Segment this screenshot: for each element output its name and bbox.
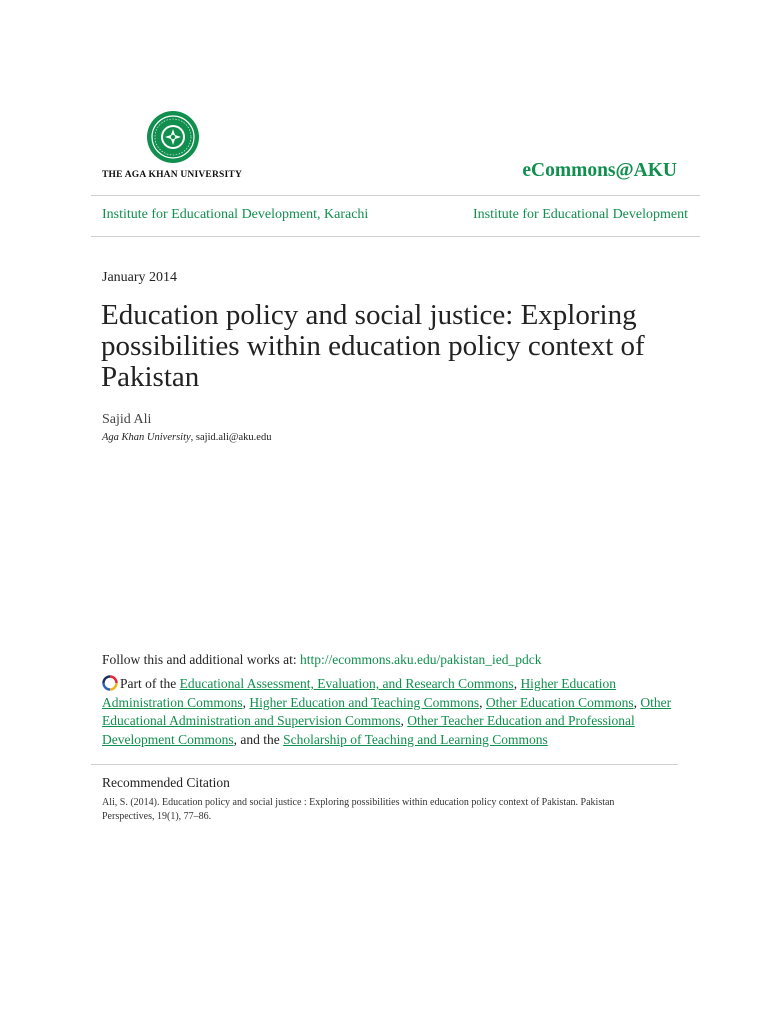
publication-date: January 2014 <box>102 270 178 285</box>
commons-separator: , <box>242 694 250 710</box>
aga-khan-university-seal-icon <box>146 110 200 164</box>
recommended-citation-text: Ali, S. (2014). Education policy and social justice : Exploring possibilities within education policy context of Pakistan. Pakistan Perspectives, 19(1), 77–86. <box>102 797 615 822</box>
author-name: Sajid Ali <box>102 412 152 427</box>
author-email: sajid.ali@aku.edu <box>195 432 272 443</box>
commons-link[interactable]: Scholarship of Teaching and Learning Commons <box>283 731 548 747</box>
commons-last-joiner: , and the <box>233 731 284 747</box>
article-title: Education policy and social justice: Exploring possibilities within education policy context of Pakistan <box>101 299 645 393</box>
follow-label: Follow this and additional works at: <box>102 652 300 667</box>
ecommons-brand-link[interactable]: eCommons@AKU <box>522 160 677 181</box>
part-of-prefix: Part of the <box>120 676 180 691</box>
affiliation-separator: , <box>190 432 196 443</box>
part-of-commons <box>102 675 672 749</box>
commons-link[interactable]: Other Education Commons <box>485 694 634 710</box>
university-logo <box>102 108 247 186</box>
divider <box>91 764 678 765</box>
collection-url-link[interactable]: http://ecommons.aku.edu/pakistan_ied_pdck <box>300 652 542 667</box>
commons-separator: , <box>513 676 521 691</box>
commons-separator: , <box>479 694 486 710</box>
bepress-network-icon <box>102 675 118 691</box>
institute-link-karachi[interactable]: Institute for Educational Development, Karachi <box>102 207 369 222</box>
institute-link[interactable]: Institute for Educational Development <box>473 207 688 222</box>
commons-link[interactable]: Other Teacher Education and Professional Development Commons <box>102 713 635 747</box>
commons-link[interactable]: Educational Assessment, Evaluation, and Research Commons <box>179 676 514 691</box>
commons-separator: , <box>633 694 641 710</box>
divider <box>91 236 700 237</box>
commons-link[interactable]: Higher Education Administration Commons <box>102 676 617 710</box>
author-affiliation <box>102 432 271 443</box>
recommended-citation-heading: Recommended Citation <box>102 775 230 790</box>
commons-link[interactable]: Higher Education and Teaching Commons <box>249 694 480 710</box>
affiliation-name: Aga Khan University <box>102 432 191 443</box>
divider <box>91 195 700 196</box>
logo-text: THE AGA KHAN UNIVERSITY <box>102 170 243 180</box>
commons-separator: , <box>400 713 408 728</box>
follow-line <box>102 652 541 668</box>
commons-link[interactable]: Other Educational Administration and Supervision Commons <box>102 694 672 728</box>
